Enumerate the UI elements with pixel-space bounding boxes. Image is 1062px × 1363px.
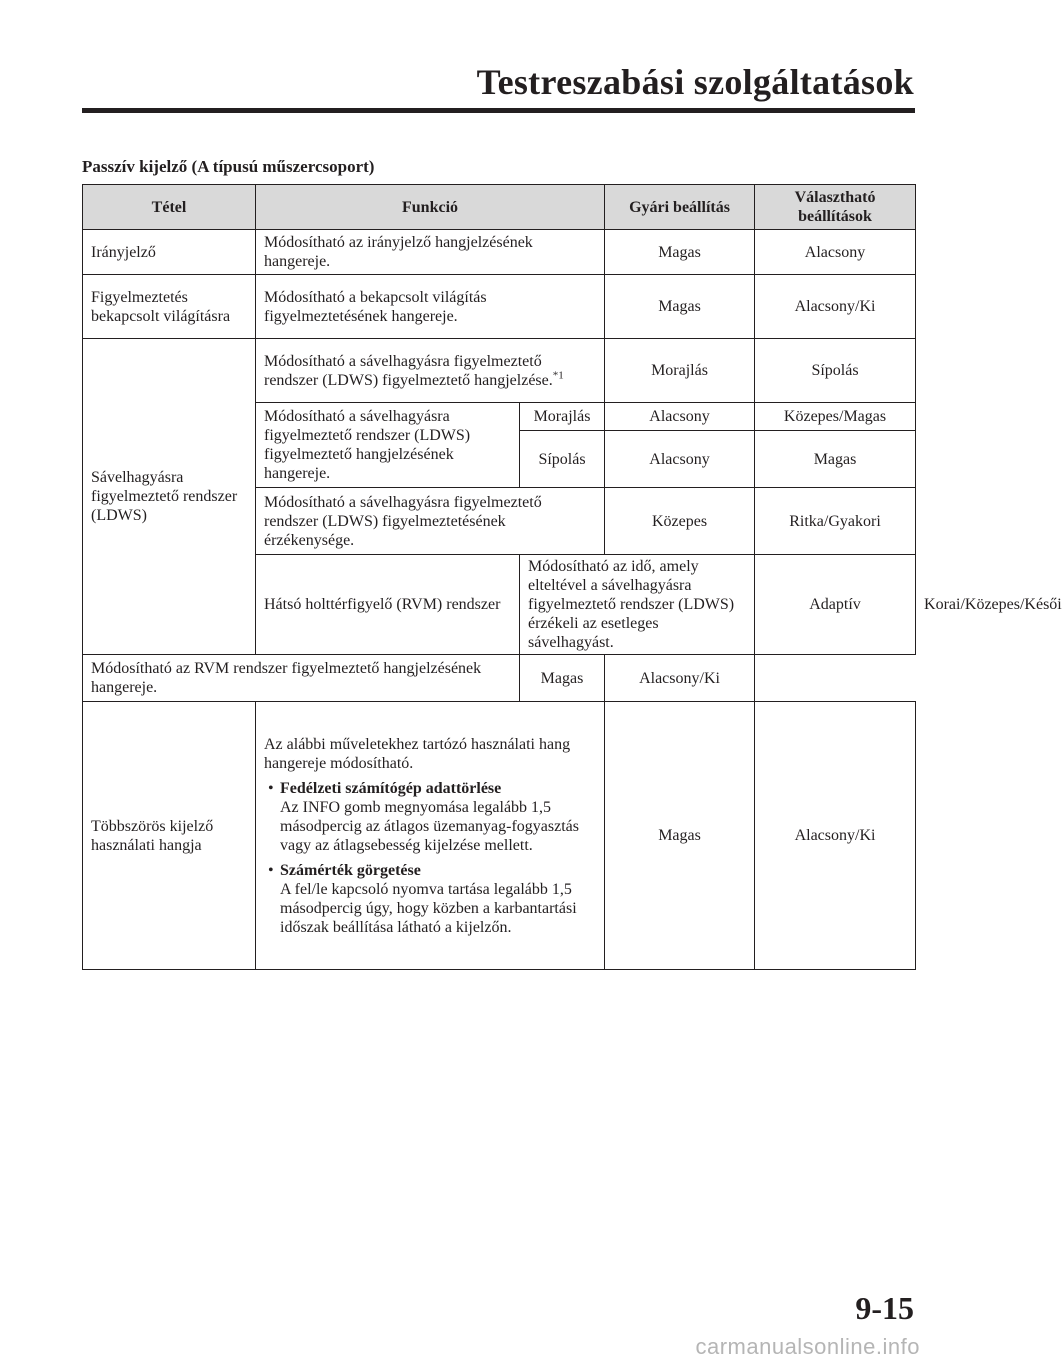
cell-item: Hátsó holttérfigyelő (RVM) rendszer bbox=[256, 555, 520, 655]
table-row bbox=[83, 275, 916, 339]
cell-options: Alacsony bbox=[755, 230, 916, 275]
bullet-title: Számérték görgetése bbox=[280, 861, 421, 879]
cell-default: Magas bbox=[605, 230, 755, 275]
cell-function bbox=[256, 339, 605, 403]
bullet-icon: • bbox=[268, 861, 274, 879]
bullet-text: Az INFO gomb megnyomása legalább 1,5 másodpercig az átlagos üzemanyag-fogyasztás vagy az átlagsebesség kijelzése mellett. bbox=[280, 798, 579, 854]
cell-options: Alacsony/Ki bbox=[605, 655, 755, 702]
cell-function: Módosítható az RVM rendszer figyelmeztető hangjelzésének hangereje. bbox=[83, 655, 520, 702]
column-header-function: Funkció bbox=[256, 185, 605, 230]
column-header-item: Tétel bbox=[83, 185, 256, 230]
cell-function bbox=[256, 702, 605, 970]
table-row bbox=[83, 339, 916, 403]
cell-options: Alacsony/Ki bbox=[755, 275, 916, 339]
column-header-default: Gyári beállítás bbox=[605, 185, 755, 230]
watermark-text: carmanualsonline.info bbox=[695, 1334, 920, 1359]
cell-item: Irányjelző bbox=[83, 230, 256, 275]
cell-options: Közepes/Magas bbox=[755, 403, 916, 431]
bullet-icon: • bbox=[268, 779, 274, 797]
cell-default: Alacsony bbox=[605, 403, 755, 431]
cell-function: Módosítható a sávelhagyásra figyelmeztető rendszer (LDWS) figyelmeztető hangjelzésének hangereje. bbox=[256, 403, 520, 488]
table-row: Hátsó holttérfigyelő (RVM) rendszer Módosítható az idő, amely elteltével a sávelhagyásra figyelmeztető rendszer (LDWS) érzékeli az esetleges sávelhagyást. Adaptív Korai/Közepes/Késői bbox=[83, 555, 916, 655]
cell-options: Alacsony/Ki bbox=[755, 702, 916, 970]
settings-table bbox=[82, 184, 1062, 970]
bullet-text: A fel/le kapcsoló nyomva tartása legalább 1,5 másodpercig úgy, hogy közben a karbantartási időszak beállítása látható a kijelzőn. bbox=[280, 880, 577, 936]
footnote-marker: *1 bbox=[552, 369, 564, 382]
cell-item: Sávelhagyásra figyelmeztető rendszer (LDWS) bbox=[83, 339, 256, 655]
table-row bbox=[83, 655, 916, 702]
header-rule bbox=[82, 108, 915, 113]
cell-default: Közepes bbox=[605, 488, 755, 555]
cell-options: Ritka/Gyakori bbox=[755, 488, 916, 555]
cell-default: Morajlás bbox=[605, 339, 755, 403]
cell-default: Adaptív bbox=[755, 555, 916, 655]
column-header-options: Választható beállítások bbox=[755, 185, 916, 230]
cell-default: Magas bbox=[520, 655, 605, 702]
cell-function: Módosítható az irányjelző hangjelzésének hangereje. bbox=[256, 230, 605, 275]
page-number: 9-15 bbox=[855, 1290, 914, 1326]
cell-item: Figyelmeztetés bekapcsolt világításra bbox=[83, 275, 256, 339]
bullet-item bbox=[264, 779, 596, 855]
cell-default: Alacsony bbox=[605, 431, 755, 488]
cell-default: Magas bbox=[605, 702, 755, 970]
cell-function: Módosítható a bekapcsolt világítás figyelmeztetésének hangereje. bbox=[256, 275, 605, 339]
page-header-title: Testreszabási szolgáltatások bbox=[476, 62, 914, 102]
cell-subtype: Sípolás bbox=[520, 431, 605, 488]
cell-function: Módosítható a sávelhagyásra figyelmeztető rendszer (LDWS) figyelmeztetésének érzékenysége. bbox=[256, 488, 605, 555]
cell-options: Magas bbox=[755, 431, 916, 488]
cell-item: Többszörös kijelző használati hangja bbox=[83, 702, 256, 970]
bullet-title: Fedélzeti számítógép adattörlése bbox=[280, 779, 502, 797]
table-header-row bbox=[83, 185, 916, 230]
table-row bbox=[83, 702, 916, 970]
section-title: Passzív kijelző (A típusú műszercsoport) bbox=[82, 157, 375, 176]
cell-function: Módosítható az idő, amely elteltével a sávelhagyásra figyelmeztető rendszer (LDWS) érzékeli az esetleges sávelhagyást. bbox=[520, 555, 755, 655]
cell-default: Magas bbox=[605, 275, 755, 339]
ldws-sound-function-text: Módosítható a sávelhagyásra figyelmeztető rendszer (LDWS) figyelmeztető hangjelzése. bbox=[264, 352, 553, 389]
bullet-item bbox=[264, 861, 596, 937]
table-row bbox=[83, 230, 916, 275]
cell-options: Sípolás bbox=[755, 339, 916, 403]
function-intro-text: Az alábbi műveletekhez tartózó használati hang hangereje módosítható. bbox=[264, 735, 571, 772]
cell-subtype: Morajlás bbox=[520, 403, 605, 431]
